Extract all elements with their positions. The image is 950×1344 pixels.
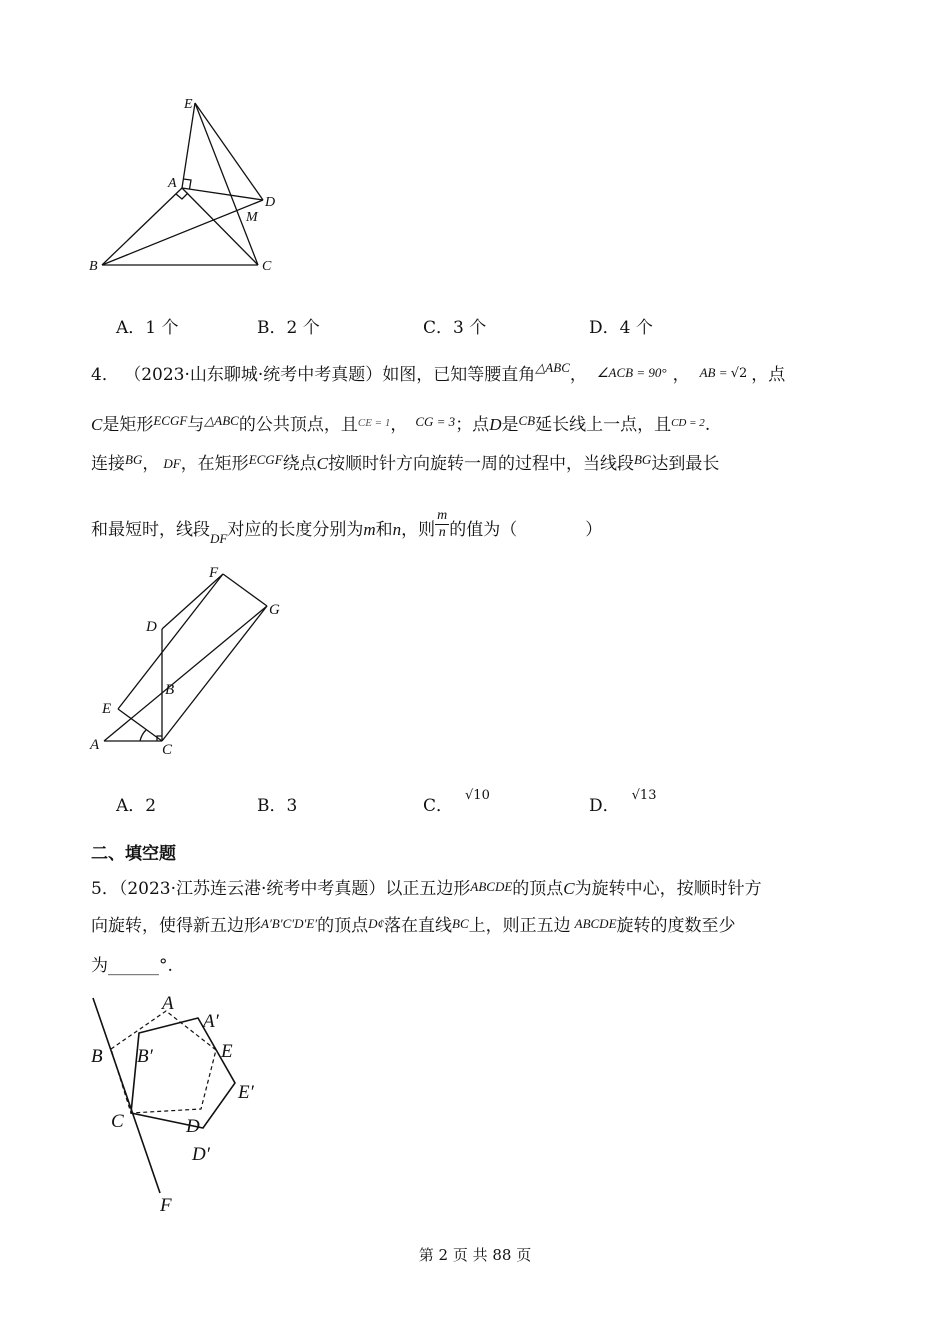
q4-angle-acb: ∠ACB = 90° <box>596 365 667 380</box>
q3-label-b: B <box>89 259 98 274</box>
q5-line-1: 5．（2023·江苏连云港·统考中考真题）以正五边形ABCDE的顶点C为旋转中心，按顺时针方 <box>91 879 762 899</box>
q3-label-m: M <box>246 210 258 225</box>
q4-label-c: C <box>162 742 173 758</box>
q4-line-1: 4． （2023·山东聊城·统考中考真题）如图，已知等腰直角$^{\triangle ABC}$， ∠ACB = 90° ， AB = √2 ，点 <box>91 360 786 385</box>
q4-fraction-m-over-n: $\frac{m}{n}$ <box>437 508 448 540</box>
q4-option-d: D．$^{√13}$ <box>589 788 657 816</box>
page-footer: 第 2 页 共 88 页 <box>418 1246 532 1264</box>
q4-line-2: C是矩形$^{ECGF}$与$^{\triangle ABC}$的公共顶点，且$^{CE = 1}$， $^{CG = 3}$；点D是$^{CB}$延长线上一点，且$^{CD = 2}$. <box>91 413 711 435</box>
q4-ecgf: ECGF <box>153 413 188 428</box>
q5-label-b: B <box>91 1046 103 1067</box>
q4-line-4: 和最短时，线段$_{DF}$对应的长度分别为m和n，则 $\frac{m}{n}$ 的值为（ ） <box>91 508 603 546</box>
q3-figure <box>80 90 290 285</box>
q5-source: （2023·江苏连云港·统考中考真题） <box>118 879 386 899</box>
q4-cd: CD = 2 <box>671 417 705 429</box>
q4-figure <box>85 560 285 760</box>
q4-ce: CE = 1 <box>357 417 391 429</box>
q4-label-e: E <box>102 701 112 717</box>
q4-option-c-value: √10 <box>465 788 490 803</box>
q3-label-d: D <box>265 195 276 210</box>
q5-line-2: 向旋转，使得新五边形A′B′C′D′E′的顶点D¢落在直线BC上，则正五边 ABCDE旋转的度数至少 <box>91 916 736 936</box>
q4-cg: CG = 3 <box>415 414 456 429</box>
q4-triangle-abc: △ABC <box>535 360 570 375</box>
q5-line-3: 为______°. <box>91 956 173 976</box>
q3-option-a: A．1 个 <box>116 318 179 338</box>
q3-option-c: C．3 个 <box>423 318 487 338</box>
q4-line-3: 连接$^{BG}$， DF，在矩形$^{ECGF}$绕点C按顺时针方向旋转一周的过程中，当线段$^{BG}$达到最长 <box>91 452 720 474</box>
q4-option-a: A．2 <box>116 796 157 816</box>
q4-option-d-value: √13 <box>631 788 657 803</box>
q4-label-b: B <box>165 682 175 698</box>
q4-label-g: G <box>269 602 280 618</box>
q3-option-d: D．4 个 <box>589 318 653 338</box>
q4-label-d: D <box>146 619 157 635</box>
q5-label-a: A <box>162 993 174 1014</box>
q3-label-c: C <box>262 259 272 274</box>
q5-label-f: F <box>160 1195 172 1215</box>
q4-label-f: F <box>209 565 219 581</box>
q3-label-e: E <box>184 97 193 112</box>
q5-label-a-prime: A′ <box>203 1011 219 1032</box>
q5-number: 5． <box>91 879 119 899</box>
q4-ab-value: √2 <box>730 366 748 381</box>
q4-option-b: B．3 <box>257 796 298 816</box>
q3-option-b: B．2 个 <box>257 318 320 338</box>
q5-label-b-prime: B′ <box>137 1046 153 1067</box>
q5-label-d: D <box>186 1116 200 1137</box>
q5-figure <box>85 990 275 1215</box>
q5-answer-blank[interactable]: ______ <box>108 956 159 976</box>
q4-option-c: C．$^{√10}$ <box>423 788 490 816</box>
q4-number: 4． <box>91 365 119 385</box>
q5-label-e: E <box>221 1041 233 1062</box>
q4-ab-label: AB = <box>699 365 731 380</box>
q5-label-e-prime: E′ <box>238 1082 254 1103</box>
q4-source: （2023·山东聊城·统考中考真题） <box>124 365 383 385</box>
q5-label-c: C <box>111 1111 124 1132</box>
q4-label-a: A <box>90 737 100 753</box>
q3-label-a: A <box>168 176 177 191</box>
q5-label-d-prime: D′ <box>192 1144 210 1165</box>
section-heading: 二、填空题 <box>91 844 176 864</box>
